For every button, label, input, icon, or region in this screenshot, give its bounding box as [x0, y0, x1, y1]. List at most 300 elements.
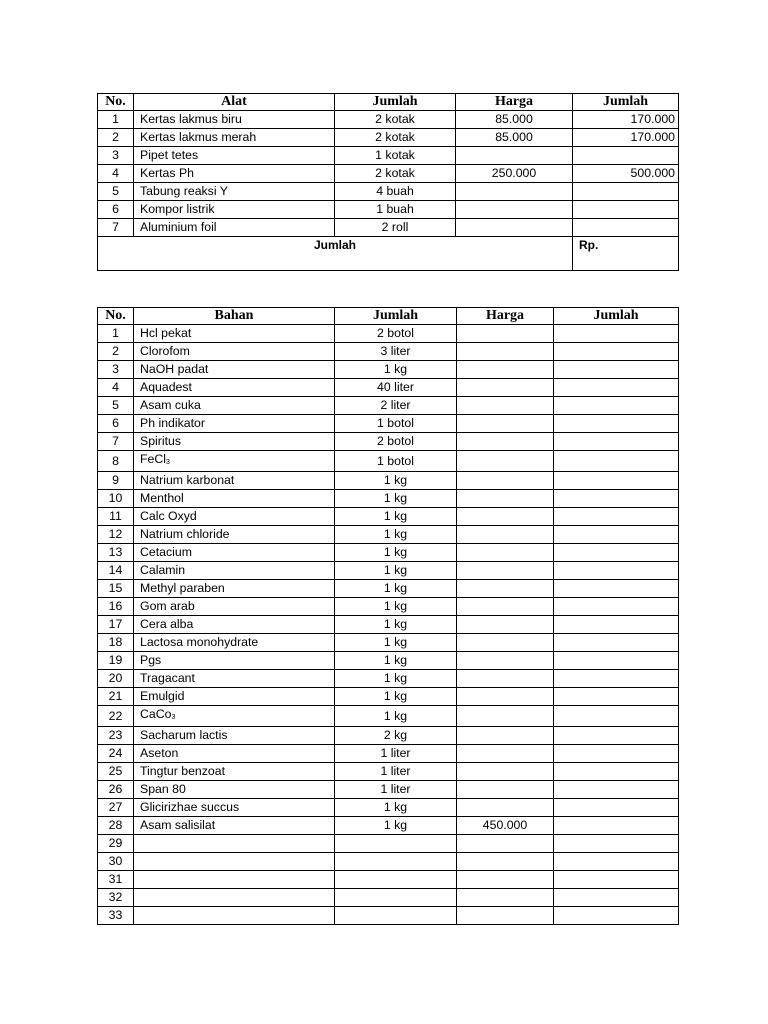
alat-cell-harga — [456, 111, 573, 129]
bahan-cell-harga — [457, 580, 554, 598]
alat-cell-name — [134, 129, 335, 147]
bahan-cell-harga — [457, 508, 554, 526]
bahan-row — [98, 508, 679, 526]
bahan-cell-no — [98, 817, 134, 835]
bahan-cell-no-text: 14 — [108, 563, 123, 577]
bahan-cell-total — [554, 451, 679, 472]
alat-cell-total-text: 500.000 — [630, 166, 675, 180]
bahan-cell-no — [98, 343, 134, 361]
alat-cell-name-text: Kertas Ph — [140, 166, 194, 180]
bahan-cell-no — [98, 727, 134, 745]
bahan-cell-no — [98, 508, 134, 526]
bahan-cell-total — [554, 580, 679, 598]
bahan-cell-no — [98, 799, 134, 817]
bahan-row — [98, 652, 679, 670]
alat-cell-no-text: 6 — [112, 202, 119, 216]
bahan-cell-jumlah-text: 1 kg — [383, 362, 408, 376]
bahan-cell-no-text: 12 — [108, 527, 123, 541]
bahan-cell-harga — [457, 379, 554, 397]
bahan-cell-total — [554, 379, 679, 397]
bahan-row — [98, 580, 679, 598]
bahan-cell-total — [554, 562, 679, 580]
bahan-cell-name-text: Sacharum lactis — [140, 728, 228, 742]
bahan-cell-no — [98, 415, 134, 433]
bahan-cell-harga — [457, 835, 554, 853]
alat-cell-total — [573, 219, 679, 237]
bahan-cell-jumlah — [335, 616, 457, 634]
bahan-row — [98, 361, 679, 379]
bahan-cell-name-text: NaOH padat — [140, 362, 209, 376]
bahan-cell-jumlah — [335, 379, 457, 397]
bahan-cell-name-text: Asam cuka — [140, 398, 201, 412]
bahan-cell-name — [134, 652, 335, 670]
bahan-cell-jumlah — [335, 853, 457, 871]
bahan-cell-jumlah-text: 1 kg — [383, 653, 408, 667]
bahan-cell-name — [134, 379, 335, 397]
bahan-cell-jumlah-text: 1 kg — [383, 491, 408, 505]
alat-cell-no-text: 3 — [112, 148, 119, 162]
bahan-row — [98, 799, 679, 817]
bahan-cell-jumlah — [335, 871, 457, 889]
alat-cell-total-text: 170.000 — [630, 112, 675, 126]
bahan-cell-name — [134, 763, 335, 781]
alat-cell-no — [98, 111, 134, 129]
bahan-cell-no — [98, 634, 134, 652]
bahan-row — [98, 562, 679, 580]
bahan-cell-jumlah-text: 3 liter — [380, 344, 411, 358]
bahan-cell-no — [98, 451, 134, 472]
bahan-cell-jumlah-text: 2 kg — [383, 728, 408, 742]
bahan-cell-no — [98, 562, 134, 580]
bahan-cell-jumlah — [335, 433, 457, 451]
alat-cell-name — [134, 183, 335, 201]
bahan-cell-harga — [457, 781, 554, 799]
bahan-row — [98, 433, 679, 451]
alat-total-row — [98, 237, 679, 271]
alat-cell-jumlah-text: 1 kotak — [375, 148, 415, 162]
alat-cell-jumlah — [335, 129, 456, 147]
alat-row — [98, 147, 679, 165]
bahan-cell-jumlah-text: 2 liter — [380, 398, 411, 412]
bahan-cell-total — [554, 415, 679, 433]
bahan-cell-harga — [457, 670, 554, 688]
bahan-cell-harga — [457, 562, 554, 580]
bahan-row — [98, 817, 679, 835]
bahan-cell-total — [554, 325, 679, 343]
bahan-cell-total — [554, 343, 679, 361]
alat-cell-name — [134, 111, 335, 129]
alat-cell-total — [573, 129, 679, 147]
alat-cell-jumlah-text: 2 roll — [381, 220, 409, 234]
bahan-cell-total — [554, 508, 679, 526]
bahan-cell-name-text: Cetacium — [140, 545, 192, 559]
bahan-cell-jumlah — [335, 652, 457, 670]
alat-row — [98, 219, 679, 237]
bahan-row — [98, 835, 679, 853]
bahan-cell-no-text: 33 — [108, 908, 123, 922]
alat-cell-name — [134, 165, 335, 183]
bahan-cell-harga — [457, 634, 554, 652]
bahan-row — [98, 670, 679, 688]
bahan-cell-total — [554, 490, 679, 508]
bahan-cell-harga — [457, 763, 554, 781]
bahan-cell-jumlah — [335, 799, 457, 817]
bahan-cell-total — [554, 706, 679, 727]
bahan-cell-total — [554, 526, 679, 544]
bahan-cell-total — [554, 817, 679, 835]
bahan-row — [98, 763, 679, 781]
bahan-cell-name-text: Span 80 — [140, 782, 186, 796]
bahan-cell-name — [134, 433, 335, 451]
alat-cell-name — [134, 147, 335, 165]
alat-cell-total — [573, 147, 679, 165]
alat-cell-no-text: 7 — [112, 220, 119, 234]
bahan-cell-harga — [457, 415, 554, 433]
bahan-row — [98, 397, 679, 415]
bahan-cell-no-text: 2 — [112, 344, 119, 358]
bahan-cell-harga — [457, 397, 554, 415]
bahan-cell-name-text: Glicirizhae succus — [140, 800, 240, 814]
alat-header-no: No. — [98, 94, 134, 111]
bahan-cell-total — [554, 544, 679, 562]
bahan-cell-jumlah — [335, 835, 457, 853]
alat-cell-no — [98, 165, 134, 183]
alat-cell-name-text: Tabung reaksi Y — [140, 184, 228, 198]
bahan-row — [98, 379, 679, 397]
alat-header-harga: Harga — [456, 94, 573, 111]
bahan-cell-no-text: 20 — [108, 671, 123, 685]
bahan-cell-name-text: Methyl paraben — [140, 581, 225, 595]
alat-cell-no — [98, 129, 134, 147]
bahan-cell-name-text: Pgs — [140, 653, 162, 667]
alat-cell-jumlah — [335, 219, 456, 237]
bahan-cell-total — [554, 616, 679, 634]
alat-cell-name-text: Aluminium foil — [140, 220, 217, 234]
bahan-cell-jumlah-text: 1 kg — [383, 635, 408, 649]
alat-cell-name — [134, 201, 335, 219]
bahan-cell-jumlah-text: 1 botol — [377, 453, 414, 468]
alat-cell-total — [573, 165, 679, 183]
bahan-cell-jumlah-text: 1 kg — [383, 473, 408, 487]
alat-cell-jumlah-text: 2 kotak — [375, 166, 415, 180]
alat-cell-no — [98, 201, 134, 219]
bahan-cell-name-text: Calc Oxyd — [140, 509, 197, 523]
bahan-cell-no — [98, 616, 134, 634]
bahan-cell-total — [554, 781, 679, 799]
alat-cell-harga-text: 85.000 — [495, 112, 533, 126]
alat-row — [98, 165, 679, 183]
bahan-cell-name — [134, 688, 335, 706]
bahan-cell-jumlah — [335, 706, 457, 727]
bahan-cell-no-text: 22 — [108, 708, 123, 723]
bahan-cell-harga — [457, 325, 554, 343]
bahan-cell-name-subscript: 3 — [165, 459, 170, 466]
alat-cell-name-text: Kertas lakmus merah — [140, 130, 257, 144]
bahan-cell-no-text: 17 — [108, 617, 123, 631]
bahan-cell-no — [98, 835, 134, 853]
bahan-cell-total — [554, 727, 679, 745]
bahan-cell-no — [98, 544, 134, 562]
bahan-cell-total — [554, 889, 679, 907]
alat-header-total: Jumlah — [573, 94, 679, 111]
bahan-cell-jumlah-text: 1 liter — [380, 746, 411, 760]
bahan-cell-harga — [457, 361, 554, 379]
bahan-header-row — [98, 308, 679, 325]
bahan-cell-no — [98, 763, 134, 781]
alat-cell-harga — [456, 183, 573, 201]
bahan-row — [98, 871, 679, 889]
bahan-cell-name — [134, 325, 335, 343]
alat-cell-total — [573, 111, 679, 129]
bahan-cell-no — [98, 361, 134, 379]
bahan-cell-total — [554, 688, 679, 706]
bahan-cell-name-text: Cera alba — [140, 617, 194, 631]
bahan-row — [98, 526, 679, 544]
bahan-row — [98, 634, 679, 652]
bahan-cell-no — [98, 706, 134, 727]
bahan-cell-no-text: 6 — [112, 416, 119, 430]
bahan-cell-jumlah-text: 1 kg — [383, 563, 408, 577]
bahan-cell-no — [98, 781, 134, 799]
bahan-cell-no — [98, 379, 134, 397]
bahan-cell-total — [554, 361, 679, 379]
alat-cell-harga-text: 85.000 — [495, 130, 533, 144]
bahan-cell-name-text: Emulgid — [140, 689, 185, 703]
bahan-row — [98, 451, 679, 472]
bahan-cell-jumlah — [335, 490, 457, 508]
bahan-cell-no-text: 23 — [108, 728, 123, 742]
bahan-cell-name-text: Hcl pekat — [140, 326, 192, 340]
alat-cell-jumlah-text: 1 buah — [376, 202, 414, 216]
bahan-cell-jumlah-text: 1 kg — [383, 800, 408, 814]
bahan-cell-jumlah — [335, 727, 457, 745]
alat-cell-jumlah — [335, 165, 456, 183]
bahan-row — [98, 415, 679, 433]
alat-cell-harga — [456, 129, 573, 147]
bahan-cell-jumlah-text: 1 liter — [380, 764, 411, 778]
bahan-cell-jumlah — [335, 343, 457, 361]
bahan-cell-jumlah-text: 1 liter — [380, 782, 411, 796]
bahan-cell-harga — [457, 889, 554, 907]
bahan-cell-no — [98, 490, 134, 508]
bahan-cell-harga — [457, 817, 554, 835]
bahan-row — [98, 781, 679, 799]
bahan-cell-name-text: Menthol — [140, 491, 184, 505]
alat-header-jumlah: Jumlah — [335, 94, 456, 111]
bahan-cell-name-text: CaCo — [140, 707, 172, 721]
alat-cell-no — [98, 147, 134, 165]
bahan-cell-no — [98, 433, 134, 451]
bahan-cell-name — [134, 727, 335, 745]
bahan-cell-jumlah-text: 1 botol — [377, 416, 414, 430]
bahan-cell-jumlah — [335, 508, 457, 526]
bahan-cell-no-text: 19 — [108, 653, 123, 667]
bahan-cell-name-text: Ph indikator — [140, 416, 205, 430]
bahan-cell-name — [134, 490, 335, 508]
bahan-cell-name — [134, 415, 335, 433]
bahan-row — [98, 853, 679, 871]
bahan-cell-no-text: 18 — [108, 635, 123, 649]
bahan-cell-name — [134, 397, 335, 415]
bahan-header-bahan: Bahan — [134, 308, 335, 325]
bahan-cell-no-text: 31 — [108, 872, 123, 886]
bahan-cell-name-text: Gom arab — [140, 599, 195, 613]
bahan-cell-jumlah — [335, 670, 457, 688]
alat-cell-total-text: 170.000 — [630, 130, 675, 144]
bahan-cell-no — [98, 526, 134, 544]
bahan-row — [98, 544, 679, 562]
bahan-cell-no — [98, 907, 134, 925]
bahan-row — [98, 343, 679, 361]
bahan-cell-harga — [457, 343, 554, 361]
bahan-cell-total — [554, 835, 679, 853]
bahan-cell-no-text: 16 — [108, 599, 123, 613]
bahan-cell-name — [134, 343, 335, 361]
bahan-cell-jumlah — [335, 415, 457, 433]
bahan-cell-total — [554, 397, 679, 415]
bahan-row — [98, 706, 679, 727]
bahan-cell-total — [554, 652, 679, 670]
alat-cell-harga — [456, 165, 573, 183]
bahan-row — [98, 727, 679, 745]
alat-header-alat: Alat — [134, 94, 335, 111]
bahan-cell-harga — [457, 472, 554, 490]
bahan-cell-total — [554, 598, 679, 616]
bahan-cell-jumlah — [335, 745, 457, 763]
bahan-cell-name-text: Tragacant — [140, 671, 195, 685]
bahan-cell-harga — [457, 706, 554, 727]
alat-cell-jumlah — [335, 201, 456, 219]
bahan-cell-name — [134, 670, 335, 688]
bahan-cell-no-text: 32 — [108, 890, 123, 904]
alat-total-label: Jumlah — [98, 237, 573, 271]
bahan-cell-name — [134, 781, 335, 799]
alat-cell-harga — [456, 147, 573, 165]
bahan-cell-no-text: 29 — [108, 836, 123, 850]
bahan-cell-jumlah — [335, 763, 457, 781]
bahan-cell-no — [98, 853, 134, 871]
bahan-cell-total — [554, 745, 679, 763]
bahan-cell-no-text: 10 — [108, 491, 123, 505]
bahan-cell-no — [98, 670, 134, 688]
bahan-cell-harga-text: 450.000 — [482, 818, 528, 832]
bahan-cell-name — [134, 361, 335, 379]
alat-cell-name-text: Kompor listrik — [140, 202, 215, 216]
bahan-cell-harga — [457, 727, 554, 745]
alat-table-body — [98, 111, 679, 237]
bahan-row — [98, 490, 679, 508]
bahan-cell-no-text: 11 — [109, 509, 122, 523]
bahan-cell-no — [98, 889, 134, 907]
bahan-cell-name — [134, 451, 335, 472]
bahan-cell-jumlah-text: 2 botol — [377, 434, 414, 448]
bahan-row — [98, 598, 679, 616]
bahan-cell-jumlah-text: 1 kg — [383, 527, 408, 541]
alat-cell-no-text: 2 — [112, 130, 119, 144]
bahan-cell-jumlah — [335, 562, 457, 580]
bahan-cell-no — [98, 652, 134, 670]
bahan-cell-name-subscript: 3 — [171, 714, 176, 721]
alat-cell-name — [134, 219, 335, 237]
bahan-cell-jumlah-text: 1 kg — [383, 599, 408, 613]
bahan-table — [97, 307, 679, 925]
bahan-header-harga: Harga — [457, 308, 554, 325]
alat-cell-no — [98, 183, 134, 201]
bahan-cell-jumlah — [335, 781, 457, 799]
alat-row — [98, 129, 679, 147]
bahan-cell-name — [134, 871, 335, 889]
bahan-cell-no-text: 9 — [112, 473, 119, 487]
bahan-row — [98, 688, 679, 706]
bahan-cell-no-text: 3 — [112, 362, 119, 376]
bahan-cell-total — [554, 799, 679, 817]
bahan-cell-total — [554, 763, 679, 781]
bahan-cell-jumlah — [335, 472, 457, 490]
bahan-row — [98, 907, 679, 925]
bahan-cell-name-text: Natrium karbonat — [140, 473, 235, 487]
alat-row — [98, 201, 679, 219]
alat-cell-jumlah-text: 2 kotak — [375, 130, 415, 144]
alat-row — [98, 111, 679, 129]
bahan-cell-name — [134, 562, 335, 580]
bahan-cell-name-text: Tingtur benzoat — [140, 764, 225, 778]
bahan-row — [98, 745, 679, 763]
bahan-cell-name-text: FeCl — [140, 452, 166, 466]
bahan-cell-jumlah-text: 1 kg — [383, 509, 408, 523]
bahan-cell-harga — [457, 871, 554, 889]
bahan-row — [98, 889, 679, 907]
bahan-cell-harga — [457, 907, 554, 925]
bahan-cell-jumlah — [335, 451, 457, 472]
bahan-cell-no — [98, 688, 134, 706]
bahan-cell-no — [98, 472, 134, 490]
alat-cell-jumlah-text: 2 kotak — [375, 112, 415, 126]
bahan-cell-jumlah — [335, 634, 457, 652]
bahan-cell-no — [98, 871, 134, 889]
bahan-cell-harga — [457, 799, 554, 817]
bahan-cell-name — [134, 907, 335, 925]
bahan-cell-name-text: Asam salisilat — [140, 818, 216, 832]
alat-cell-no-text: 5 — [112, 184, 119, 198]
alat-cell-harga — [456, 219, 573, 237]
bahan-cell-jumlah-text: 1 kg — [383, 818, 408, 832]
bahan-cell-total — [554, 472, 679, 490]
bahan-cell-no-text: 5 — [112, 398, 119, 412]
bahan-cell-name — [134, 526, 335, 544]
bahan-cell-name-text: Natrium chloride — [140, 527, 230, 541]
alat-cell-name-text: Kertas lakmus biru — [140, 112, 242, 126]
bahan-row — [98, 325, 679, 343]
bahan-cell-total — [554, 871, 679, 889]
bahan-cell-total — [554, 634, 679, 652]
bahan-cell-jumlah — [335, 325, 457, 343]
bahan-cell-jumlah-text: 1 kg — [383, 581, 408, 595]
bahan-cell-no-text: 7 — [112, 434, 119, 448]
alat-cell-total — [573, 201, 679, 219]
bahan-cell-harga — [457, 433, 554, 451]
bahan-header-jumlah: Jumlah — [335, 308, 457, 325]
alat-cell-jumlah — [335, 183, 456, 201]
bahan-cell-name — [134, 889, 335, 907]
alat-row — [98, 183, 679, 201]
bahan-cell-name-text: Clorofom — [140, 344, 190, 358]
bahan-cell-total — [554, 853, 679, 871]
bahan-cell-no-text: 13 — [108, 545, 123, 559]
bahan-header-no: No. — [98, 308, 134, 325]
bahan-cell-name — [134, 745, 335, 763]
alat-cell-jumlah-text: 4 buah — [376, 184, 414, 198]
bahan-cell-total — [554, 670, 679, 688]
